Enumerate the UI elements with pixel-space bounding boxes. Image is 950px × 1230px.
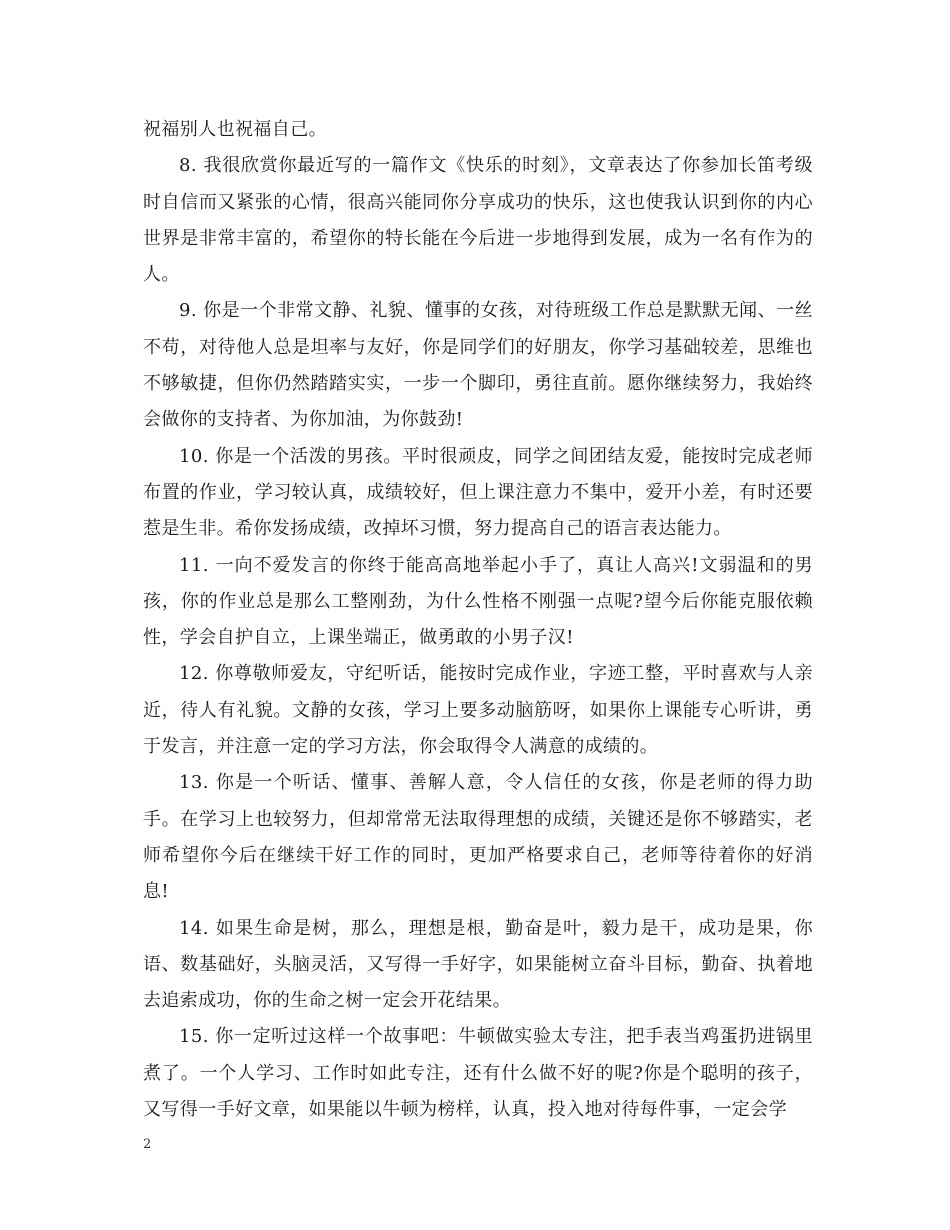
paragraph-0: 祝福别人也祝福自己。: [143, 119, 327, 140]
paragraph-5: 12. 你尊敬师爱友，守纪听话，能按时完成作业，字迹工整，平时喜欢与人亲近，待人有礼貌。文静的女孩，学习上要多动脑筋呀，如果你上课能专心听讲，勇于发言，并注意一定的学习方法，你会取得令人满意的成绩的。: [143, 663, 813, 758]
paragraph-8: 15. 你一定听过这样一个故事吧：牛顿做实验太专注，把手表当鸡蛋扔进锅里煮了。一个人学习、工作时如此专注，还有什么做不好的呢?你是个聪明的孩子，又写得一手好文章，如果能以牛顿为榜样，认真，投入地对待每件事，一定会学: [143, 1026, 813, 1121]
paragraph-4: 11. 一向不爱发言的你终于能高高地举起小手了，真让人高兴!文弱温和的男孩，你的作业总是那么工整刚劲，为什么性格不刚强一点呢?望今后你能克服依赖性，学会自护自立，上课坐端正，做勇敢的小男子汉!: [143, 554, 813, 649]
paragraph-1: 8. 我很欣赏你最近写的一篇作文《快乐的时刻》，文章表达了你参加长笛考级时自信而又紧张的心情，很高兴能同你分享成功的快乐，这也使我认识到你的内心世界是非常丰富的，希望你的特长能在今后进一步地得到发展，成为一名有作为的人。: [143, 155, 813, 286]
document-body: [143, 112, 813, 1128]
page-number: 2: [143, 1137, 152, 1152]
paragraph-7: 14. 如果生命是树，那么，理想是根，勤奋是叶，毅力是干，成功是果，你语、数基础好，头脑灵活，又写得一手好字，如果能树立奋斗目标，勤奋、执着地去追索成功，你的生命之树一定会开花结果。: [143, 917, 813, 1012]
paragraph-3: 10. 你是一个活泼的男孩。平时很顽皮，同学之间团结友爱，能按时完成老师布置的作业，学习较认真，成绩较好，但上课注意力不集中，爱开小差，有时还要惹是生非。希你发扬成绩，改掉坏习惯，努力提高自己的语言表达能力。: [143, 445, 813, 540]
paragraph-2: 9. 你是一个非常文静、礼貌、懂事的女孩，对待班级工作总是默默无闻、一丝不苟，对待他人总是坦率与友好，你是同学们的好朋友，你学习基础较差，思维也不够敏捷，但你仍然踏踏实实，一步一个脚印，勇往直前。愿你继续努力，我始终会做你的支持者、为你加油，为你鼓劲!: [143, 300, 813, 431]
paragraph-6: 13. 你是一个听话、懂事、善解人意，令人信任的女孩，你是老师的得力助手。在学习上也较努力，但却常常无法取得理想的成绩，关键还是你不够踏实，老师希望你今后在继续干好工作的同时，更加严格要求自己，老师等待着你的好消息!: [143, 772, 813, 903]
